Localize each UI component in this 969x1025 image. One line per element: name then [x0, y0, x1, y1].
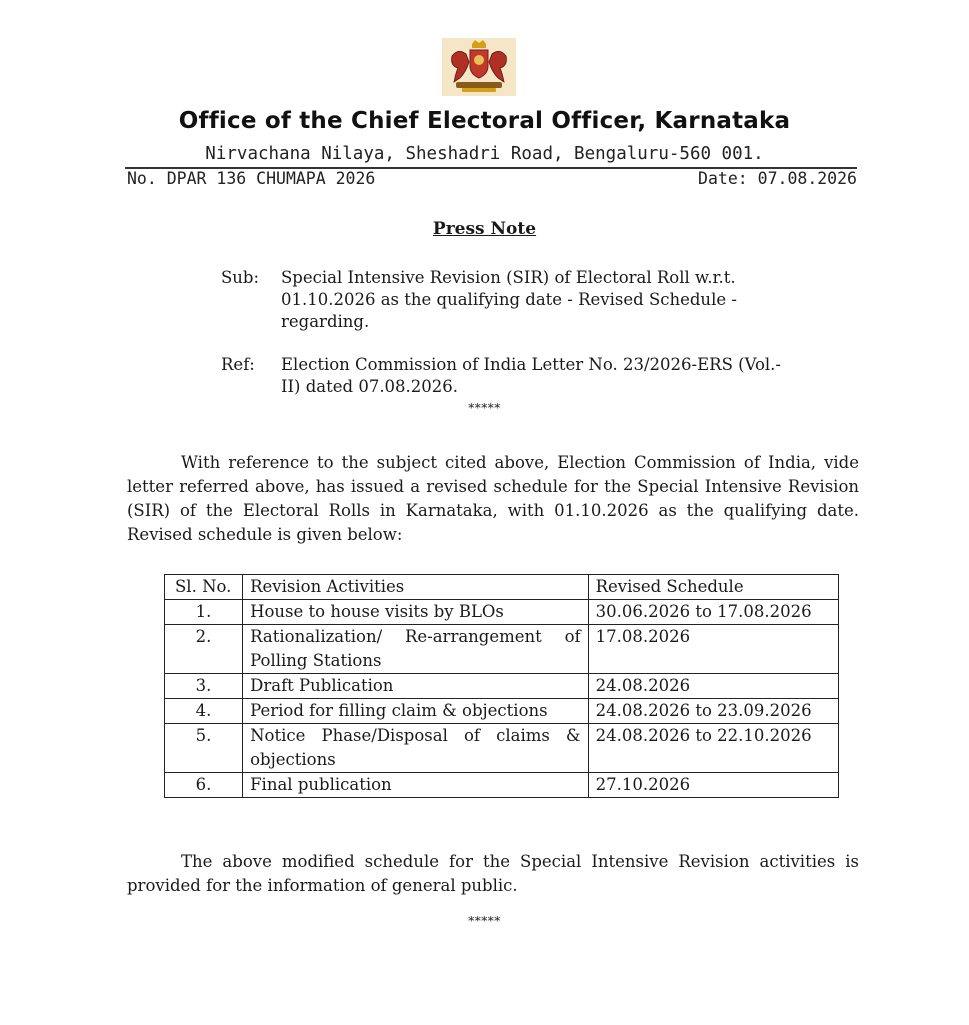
office-title: Office of the Chief Electoral Officer, Karnataka — [178, 108, 791, 134]
row-sl-no: 2. — [165, 625, 243, 674]
row-activity: Rationalization/ Re-arrangement of Polling Stations — [243, 625, 589, 674]
row-activity: Notice Phase/Disposal of claims & objections — [243, 724, 589, 773]
row-sl-no: 6. — [165, 773, 243, 798]
row-activity: Draft Publication — [243, 674, 589, 699]
press-note-heading: Press Note — [432, 219, 537, 239]
header-revision-activities: Revision Activities — [243, 575, 589, 600]
separator-stars: ***** — [468, 401, 501, 415]
header-revised-schedule: Revised Schedule — [588, 575, 838, 600]
table-row — [165, 773, 839, 798]
row-schedule: 30.06.2026 to 17.08.2026 — [588, 600, 838, 625]
table-header-row — [165, 575, 839, 600]
row-schedule: 24.08.2026 to 23.09.2026 — [588, 699, 838, 724]
reference-number: No. DPAR 136 CHUMAPA 2026 — [127, 169, 376, 188]
row-sl-no: 4. — [165, 699, 243, 724]
issue-date: Date: 07.08.2026 — [698, 169, 857, 188]
row-activity: Final publication — [243, 773, 589, 798]
row-schedule: 24.08.2026 — [588, 674, 838, 699]
row-schedule: 27.10.2026 — [588, 773, 838, 798]
header-sl-no: Sl. No. — [165, 575, 243, 600]
row-schedule: 24.08.2026 to 22.10.2026 — [588, 724, 838, 773]
row-sl-no: 3. — [165, 674, 243, 699]
table-row — [165, 724, 839, 773]
office-address: Nirvachana Nilaya, Sheshadri Road, Bengaluru-560 001. — [205, 144, 764, 164]
revised-schedule-table — [164, 574, 839, 798]
intro-paragraph: With reference to the subject cited above, Election Commission of India, vide letter referred above, has issued a revised schedule for the Special Intensive Revision (SIR) of the Electoral Rolls in Karnataka, with 01.10.2026 as the qualifying date. Revised schedule is given below: — [127, 453, 859, 544]
end-separator-stars: ***** — [468, 914, 501, 928]
subject-text: Special Intensive Revision (SIR) of Electoral Roll w.r.t. 01.10.2026 as the qualifying date - Revised Schedule - regarding. — [281, 268, 737, 331]
karnataka-emblem-icon — [442, 38, 516, 96]
subject-label: Sub: — [221, 268, 260, 287]
reference-text: Election Commission of India Letter No. 23/2026-ERS (Vol.-II) dated 07.08.2026. — [281, 355, 781, 396]
reference-label: Ref: — [221, 355, 255, 374]
closing-paragraph: The above modified schedule for the Special Intensive Revision activities is provided for the information of general public. — [127, 852, 859, 895]
row-sl-no: 5. — [165, 724, 243, 773]
table-row — [165, 625, 839, 674]
row-activity: Period for filling claim & objections — [243, 699, 589, 724]
reference-block — [221, 354, 781, 398]
row-activity: House to house visits by BLOs — [243, 600, 589, 625]
table-row — [165, 600, 839, 625]
table-row — [165, 699, 839, 724]
reference-line — [127, 169, 857, 188]
table-row — [165, 674, 839, 699]
subject-block — [221, 267, 781, 333]
row-schedule: 17.08.2026 — [588, 625, 838, 674]
row-sl-no: 1. — [165, 600, 243, 625]
